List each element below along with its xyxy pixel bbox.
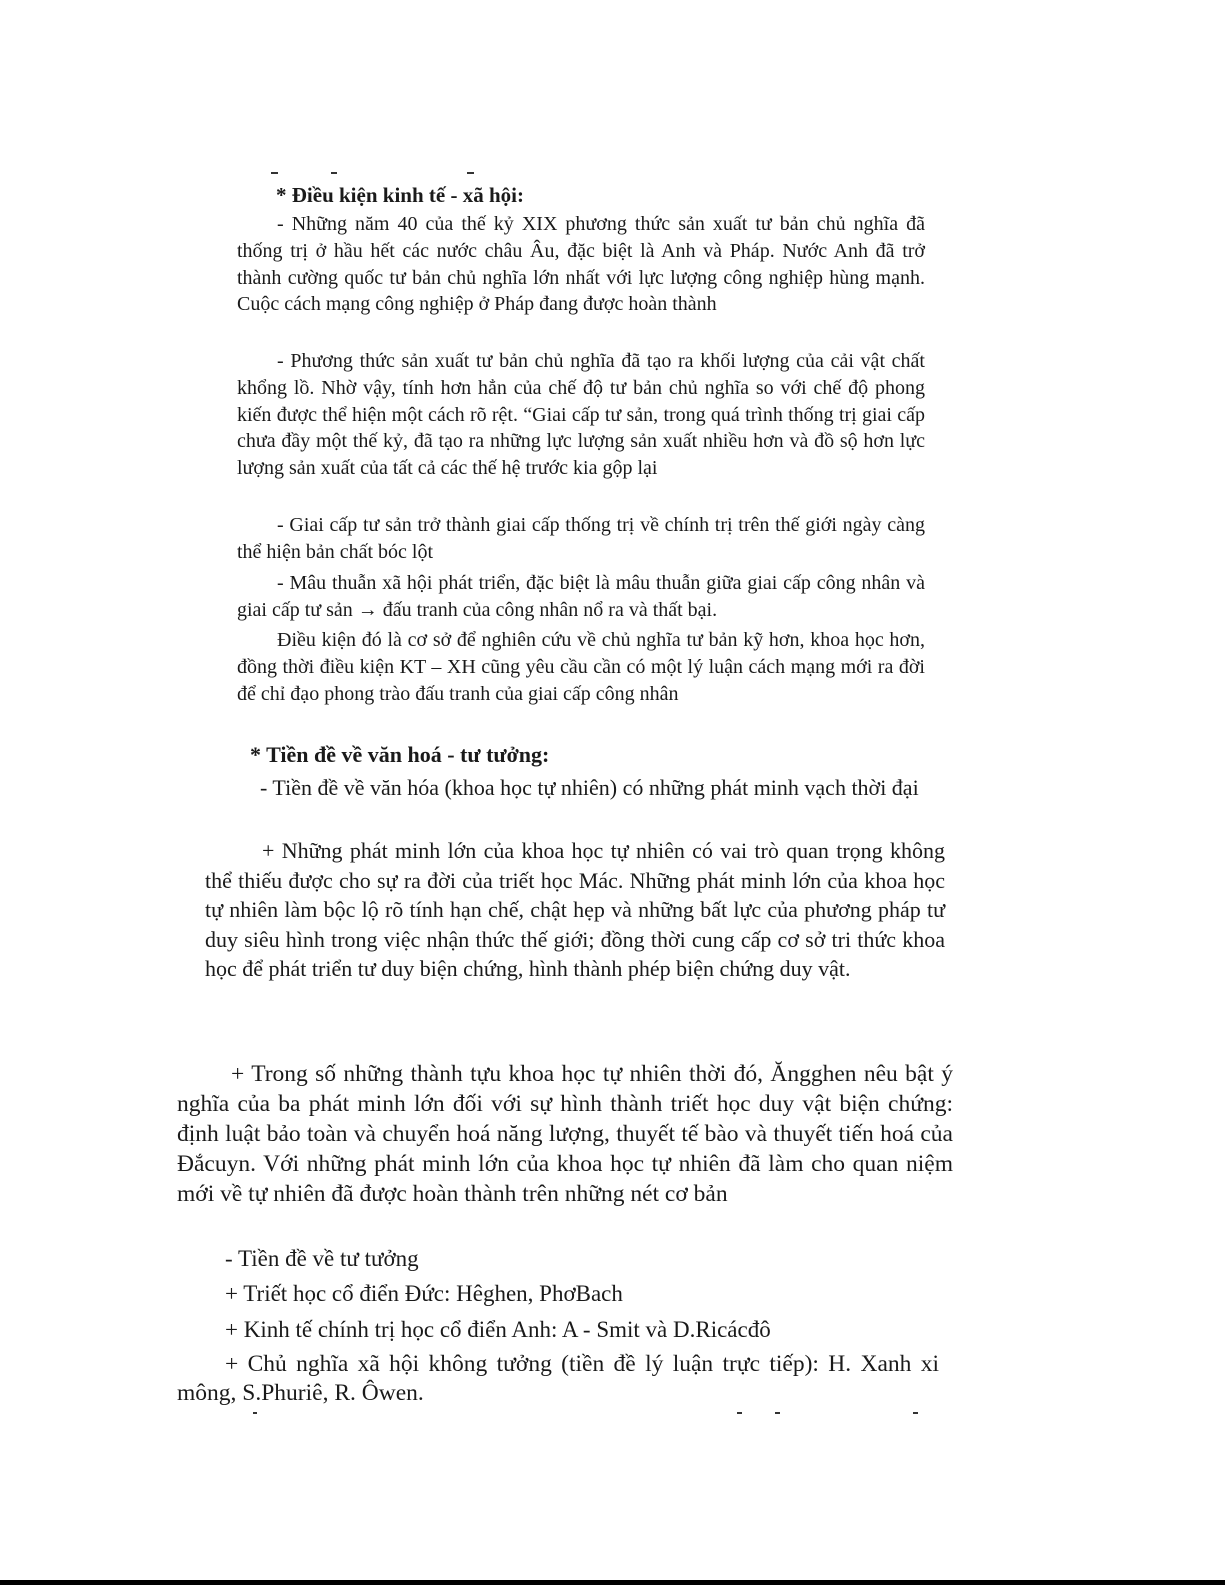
- scan-bottom-edge: [0, 1580, 1225, 1585]
- scan-speck: [737, 1412, 742, 1414]
- thought-item-german-philosophy: + Triết học cổ điển Đức: Hêghen, PhơBach: [225, 1281, 623, 1306]
- paragraph-culture-intro: - Tiền đề về văn hóa (khoa học tự nhiên) có những phát minh vạch thời đại: [260, 775, 919, 800]
- thought-item-utopian-socialism: + Chủ nghĩa xã hội không tưởng (tiền đề lý luận trực tiếp): H. Xanh xi mông, S.Phuriê, R. Ôwen.: [177, 1351, 939, 1406]
- scan-speck: [271, 172, 278, 174]
- section-heading-economic-social: * Điều kiện kinh tế - xã hội:: [276, 183, 524, 207]
- scan-speck: [331, 172, 337, 174]
- thought-premise-heading: - Tiền đề về tư tưởng: [225, 1246, 419, 1271]
- paragraph-economic-4: - Mâu thuẫn xã hội phát triển, đặc biệt là mâu thuẫn giữa giai cấp công nhân và giai cấp tư sản → đấu tranh của công nhân nổ ra và thất bại.: [237, 572, 925, 621]
- scan-speck: [775, 1412, 780, 1414]
- section-heading-culture-thought: * Tiền đề về văn hoá - tư tưởng:: [250, 742, 550, 767]
- paragraph-culture-point-2: + Trong số những thành tựu khoa học tự nhiên thời đó, Ăngghen nêu bật ý nghĩa của ba phát minh lớn đối với sự hình thành triết học duy vật biện chứng: định luật bảo toàn và chuyển hoá năng lượng, thuyết tế bào và thuyết tiến hoá của Đắcuyn. Với những phát minh lớn của khoa học tự nhiên đã làm cho quan niệm mới về tự nhiên đã được hoàn thành trên những nét cơ bản: [177, 1061, 953, 1207]
- scan-speck: [253, 1412, 257, 1414]
- paragraph-economic-1: - Những năm 40 của thế kỷ XIX phương thức sản xuất tư bản chủ nghĩa đã thống trị ở hầu hết các nước châu Âu, đặc biệt là Anh và Pháp. Nước Anh đã trở thành cường quốc tư bản chủ nghĩa lớn nhất với lực lượng công nghiệp hùng mạnh. Cuộc cách mạng công nghiệp ở Pháp đang được hoàn thành: [237, 213, 925, 316]
- thought-item-english-economics: + Kinh tế chính trị học cổ điển Anh: A - Smit và D.Ricácđô: [225, 1317, 771, 1342]
- paragraph-economic-3: - Giai cấp tư sản trở thành giai cấp thống trị về chính trị trên thế giới ngày càng thể hiện bản chất bóc lột: [237, 514, 925, 563]
- paragraph-economic-conclusion: Điều kiện đó là cơ sở để nghiên cứu về chủ nghĩa tư bản kỹ hơn, khoa học hơn, đồng thời điều kiện KT – XH cũng yêu cầu cần có một lý luận cách mạng mới ra đời để chỉ đạo phong trào đấu tranh của giai cấp công nhân: [237, 629, 925, 705]
- scan-speck: [467, 172, 474, 174]
- paragraph-culture-point-1: + Những phát minh lớn của khoa học tự nhiên có vai trò quan trọng không thể thiếu được cho sự ra đời của triết học Mác. Những phát minh lớn của khoa học tự nhiên làm bộc lộ rõ tính hạn chế, chật hẹp và những bất lực của phương pháp tư duy siêu hình trong việc nhận thức thế giới; đồng thời cung cấp cơ sở tri thức khoa học để phát triển tư duy biện chứng, hình thành phép biện chứng duy vật.: [205, 838, 945, 981]
- scan-speck: [913, 1412, 918, 1414]
- paragraph-economic-2: - Phương thức sản xuất tư bản chủ nghĩa đã tạo ra khối lượng của cải vật chất khổng lồ. Nhờ vậy, tính hơn hẳn của chế độ tư bản chủ nghĩa so với chế độ phong kiến được thể hiện một cách rõ rệt. “Giai cấp tư sản, trong quá trình thống trị giai cấp chưa đầy một thế kỷ, đã tạo ra những lực lượng sản xuất nhiều hơn và đồ sộ hơn lực lượng sản xuất của tất cả các thế hệ trước kia gộp lại: [237, 350, 925, 480]
